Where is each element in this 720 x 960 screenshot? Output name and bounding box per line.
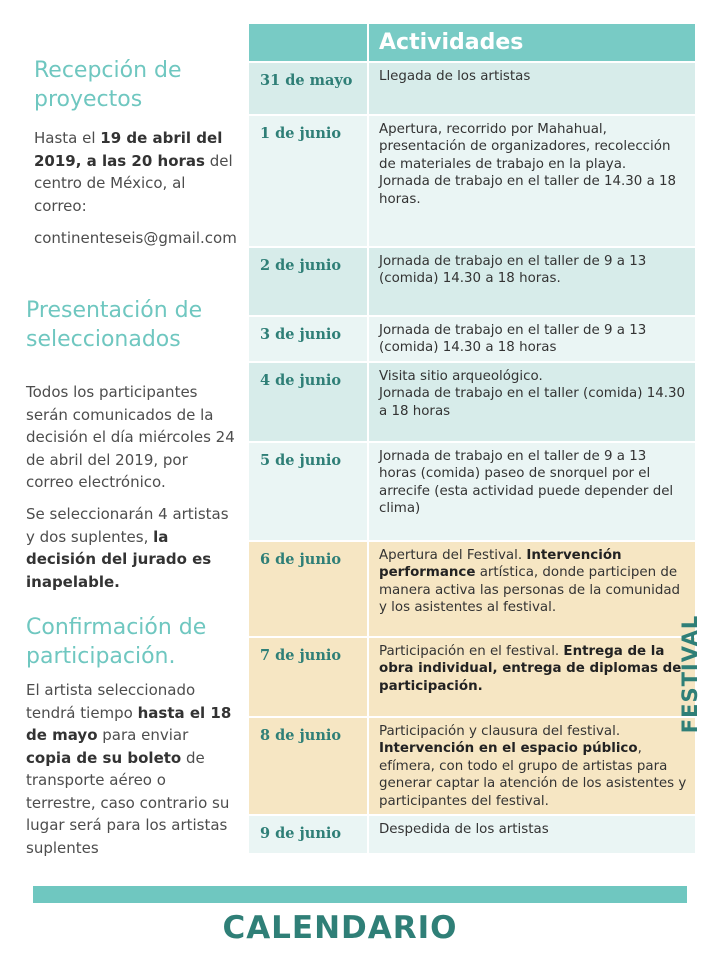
table-row — [249, 116, 695, 248]
table-row — [249, 443, 695, 542]
selection-heading: Presentación de seleccionados — [26, 298, 203, 352]
header-title: Actividades — [379, 30, 524, 55]
page-title: CALENDARIO — [222, 910, 458, 946]
row-date: 8 de junio — [249, 718, 369, 814]
row-activity: Participación en el festival. Entrega de la obra individual, entrega de diplomas de participación. — [379, 644, 682, 694]
row-date: 2 de junio — [249, 248, 369, 315]
table-row — [249, 248, 695, 317]
reception-deadline: Hasta el 19 de abril del 2019, a las 20 horas del centro de México, al correo: — [34, 129, 233, 215]
confirmation-paragraph: El artista seleccionado tendrá tiempo hasta el 18 de mayo para enviar copia de su boleto de transporte aéreo o terrestre, caso contrario su lugar será para los artistas suplentes — [26, 681, 232, 857]
footer-bar — [33, 886, 687, 903]
reception-email: continenteseis@gmail.com — [34, 229, 237, 247]
deadline-date: 19 de abril del 2019, a las 20 horas — [34, 129, 223, 170]
table-row — [249, 638, 695, 718]
confirmation-heading: Confirmación de participación. — [26, 615, 207, 669]
row-date: 31 de mayo — [249, 63, 369, 114]
row-activity: Jornada de trabajo en el taller de 9 a 13 horas (comida) paseo de snorquel por el arrecife (esta actividad puede depender del clima) — [379, 449, 674, 517]
table-row — [249, 816, 695, 855]
row-activity: Despedida de los artistas — [379, 822, 549, 837]
row-activity: Apertura del Festival. Intervención performance artística, donde participen de manera activa las personas de la comunidad y los asistentes al festival. — [379, 548, 681, 616]
festival-side-label: FESTIVAL — [678, 614, 702, 734]
row-date: 4 de junio — [249, 363, 369, 441]
row-date: 9 de junio — [249, 816, 369, 853]
header-date-cell — [249, 24, 369, 61]
row-date: 3 de junio — [249, 317, 369, 361]
jury-decision: la decisión del jurado es inapelable. — [26, 527, 212, 591]
table-header — [249, 24, 695, 63]
row-activity: Jornada de trabajo en el taller de 9 a 13 (comida) 14.30 a 18 horas. — [379, 254, 647, 287]
table-row — [249, 363, 695, 443]
table-row — [249, 317, 695, 363]
row-activity: Apertura, recorrido por Mahahual, presentación de organizadores, recolección de materiales de trabajo en la playa. Jornada de trabajo en el taller de 14.30 a 18 horas. — [379, 122, 677, 207]
row-date: 6 de junio — [249, 542, 369, 636]
row-activity: Participación y clausura del festival. Intervención en el espacio público, efímera, con todo el grupo de artistas para generar captar la atención de los asistentes y participantes del festival. — [379, 724, 687, 809]
row-activity: Llegada de los artistas — [379, 69, 531, 84]
row-date: 5 de junio — [249, 443, 369, 540]
selection-paragraph: Todos los participantes serán comunicados de la decisión el día miércoles 24 de abril del 2019, por correo electrónico. — [26, 383, 235, 491]
row-activity: Visita sitio arqueológico. Jornada de trabajo en el taller (comida) 14.30 a 18 horas — [379, 369, 686, 419]
row-date: 1 de junio — [249, 116, 369, 246]
table-row — [249, 542, 695, 638]
reception-heading: Recepción de proyectos — [34, 58, 182, 112]
row-date: 7 de junio — [249, 638, 369, 716]
table-row — [249, 63, 695, 116]
row-activity: Jornada de trabajo en el taller de 9 a 13 (comida) 14.30 a 18 horas — [379, 323, 647, 356]
selection-note: Se seleccionarán 4 artistas y dos suplentes, la decisión del jurado es inapelable. — [26, 505, 229, 591]
table-row — [249, 718, 695, 816]
